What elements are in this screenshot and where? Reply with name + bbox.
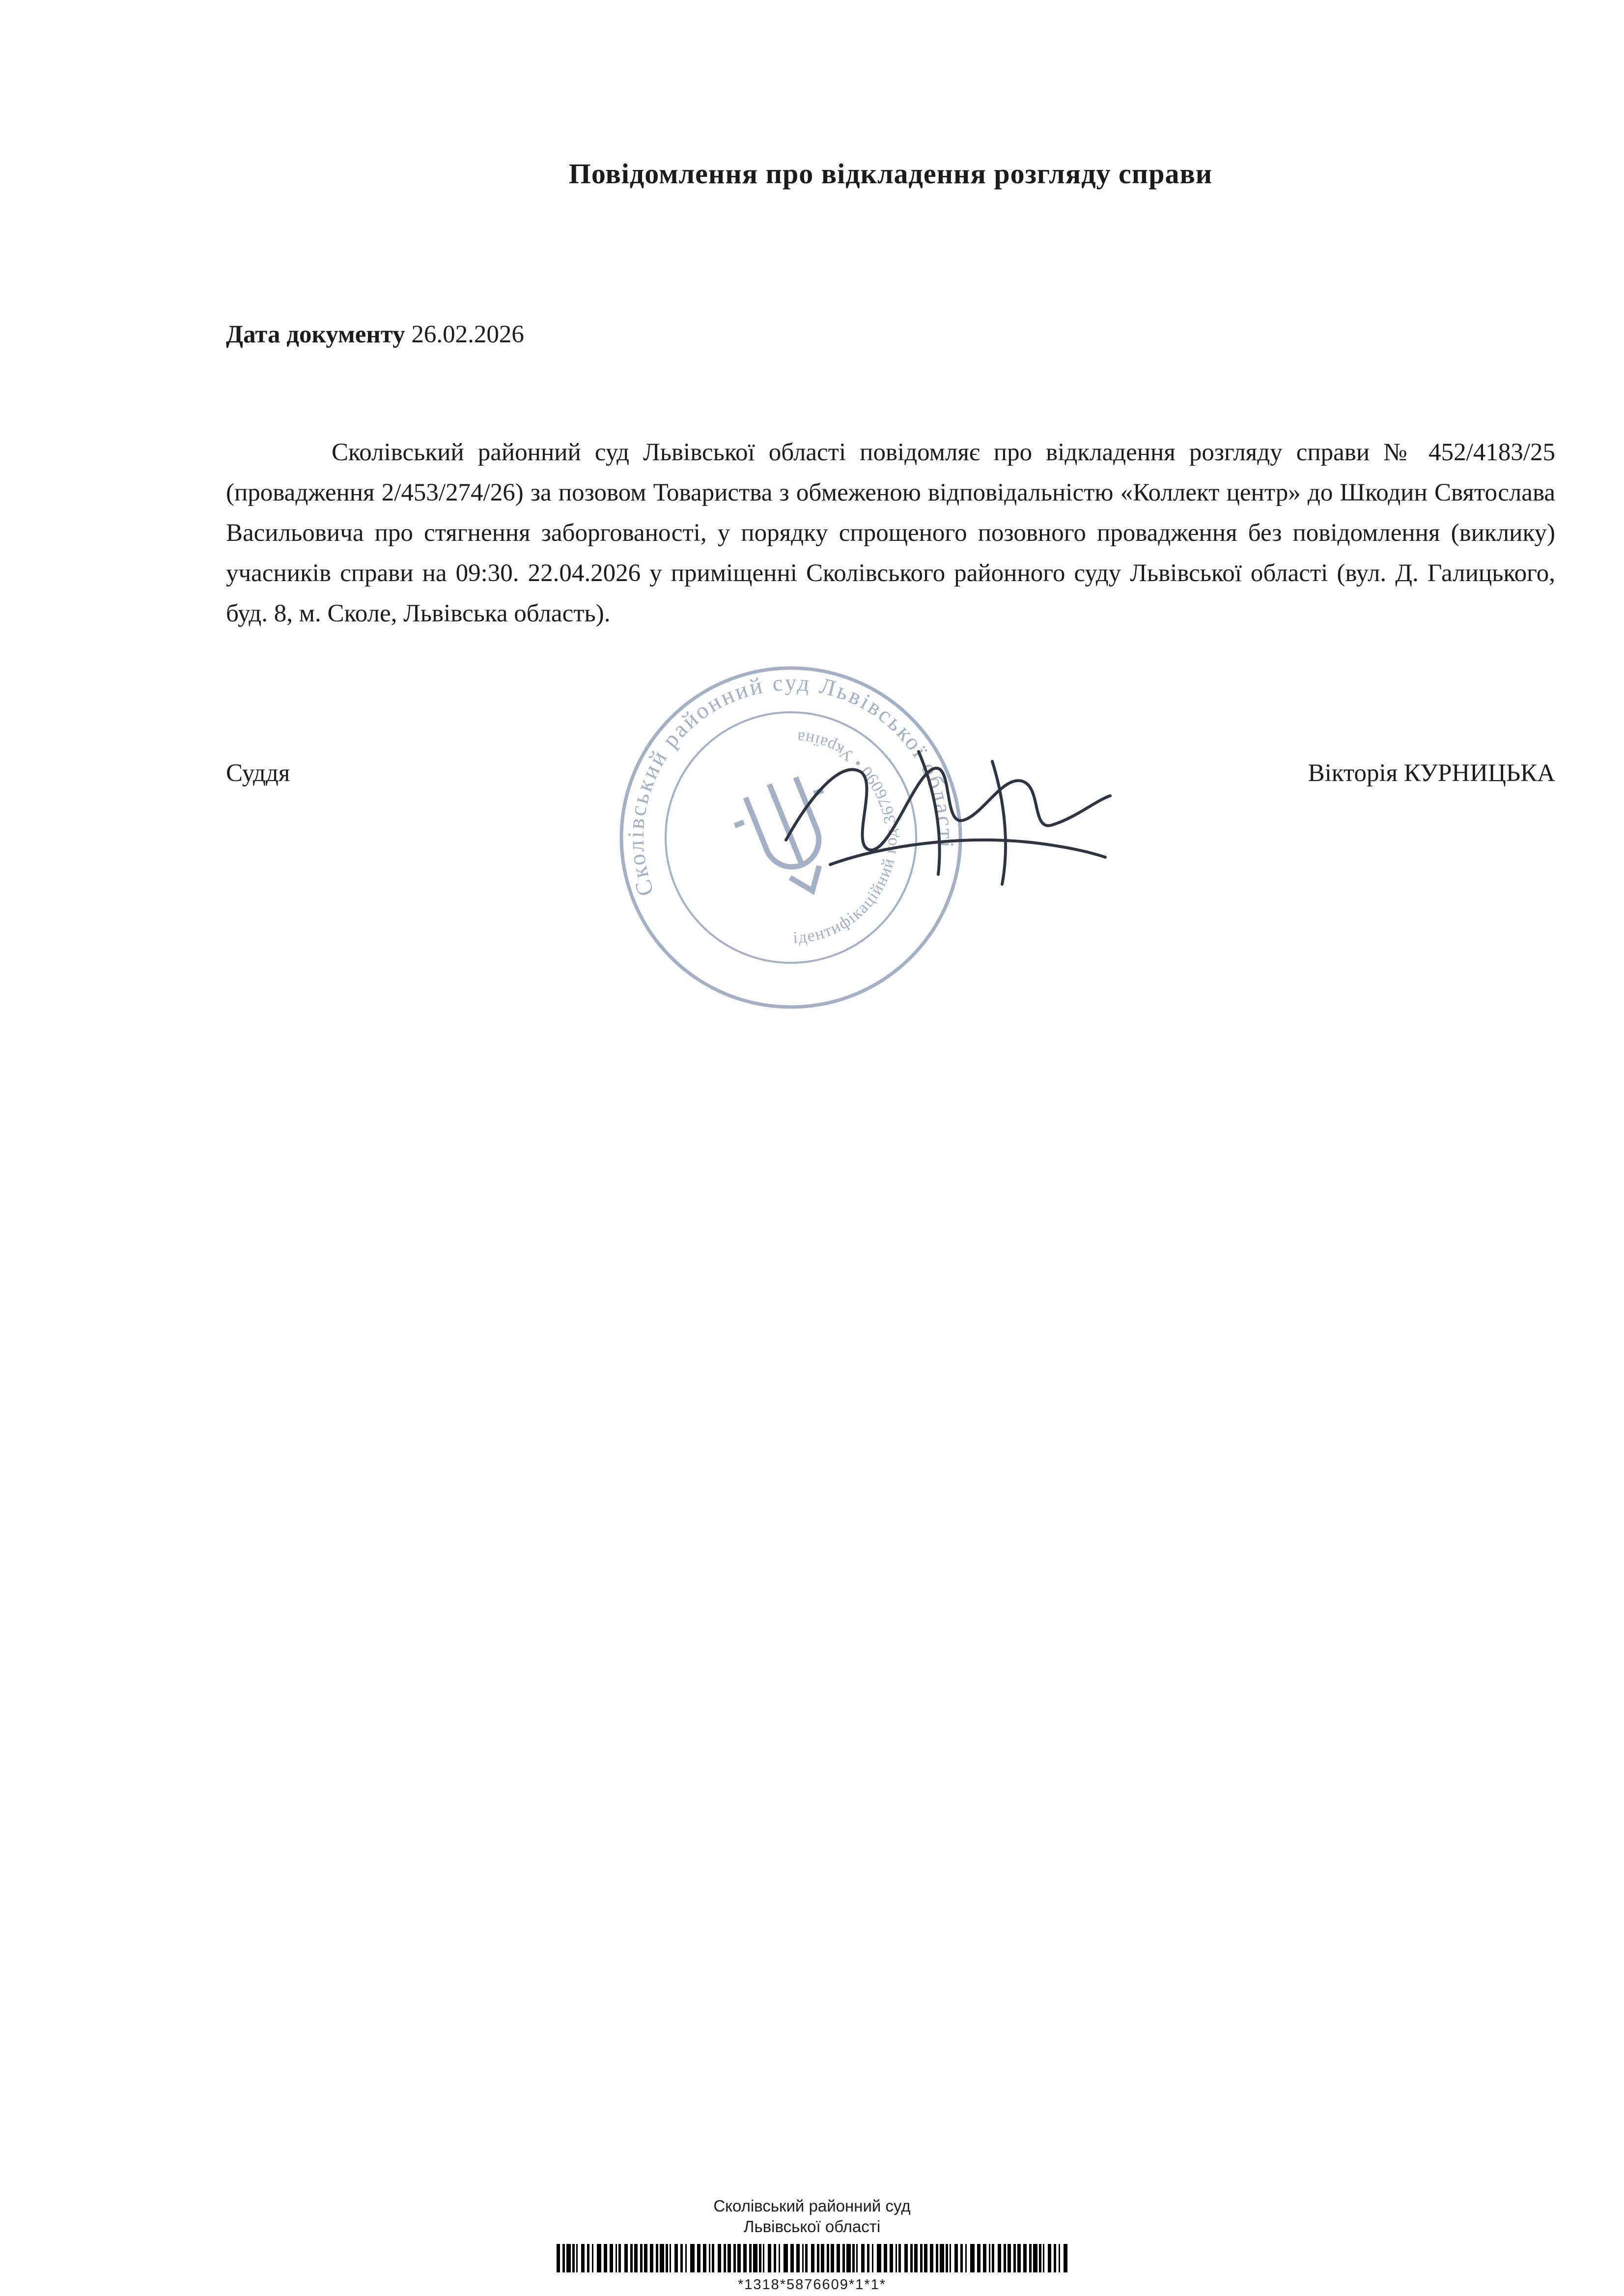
judge-name: Вікторія КУРНИЦЬКА xyxy=(1308,759,1555,787)
trident-emblem-icon xyxy=(725,766,857,909)
stamp-inner-text: ідентифікаційний код 3676090 • Україна xyxy=(792,728,901,948)
stamp-ring-text: Сколівський районний суд Львівської області xyxy=(623,670,959,899)
document-content xyxy=(226,0,1555,787)
barcode-text: *1318*5876609*1*1* xyxy=(737,2277,887,2293)
body-paragraph: Сколівський районний суд Львівської області повідомляє про відкладення розгляду справи № 452/4183/25 (провадження 2/453/274/26) за позовом Товариства з обмеженою відповідальністю «Коллект центр» до Шкодин Святослава Васильовича про стягнення заборгованості, у порядку спрощеного позовного провадження без повідомлення (виклику) учасників справи на 09:30. 22.04.2026 у приміщенні Сколівського районного суду Львівської області (вул. Д. Галицького, буд. 8, м. Сколе, Львівська область). xyxy=(226,439,1555,627)
document-title: Повідомлення про відкладення розгляду справи xyxy=(568,158,1213,190)
footer-court-line2: Львівської області xyxy=(743,2217,881,2236)
date-line xyxy=(226,320,1555,349)
signature-row xyxy=(226,759,1555,787)
footer-court-line1: Сколівський районний суд xyxy=(713,2197,911,2215)
footer xyxy=(0,2196,1624,2295)
date-label: Дата документу xyxy=(226,321,405,348)
barcode xyxy=(557,2244,1067,2272)
date-value: 26.02.2026 xyxy=(411,321,524,348)
judge-role-label: Суддя xyxy=(226,759,290,787)
